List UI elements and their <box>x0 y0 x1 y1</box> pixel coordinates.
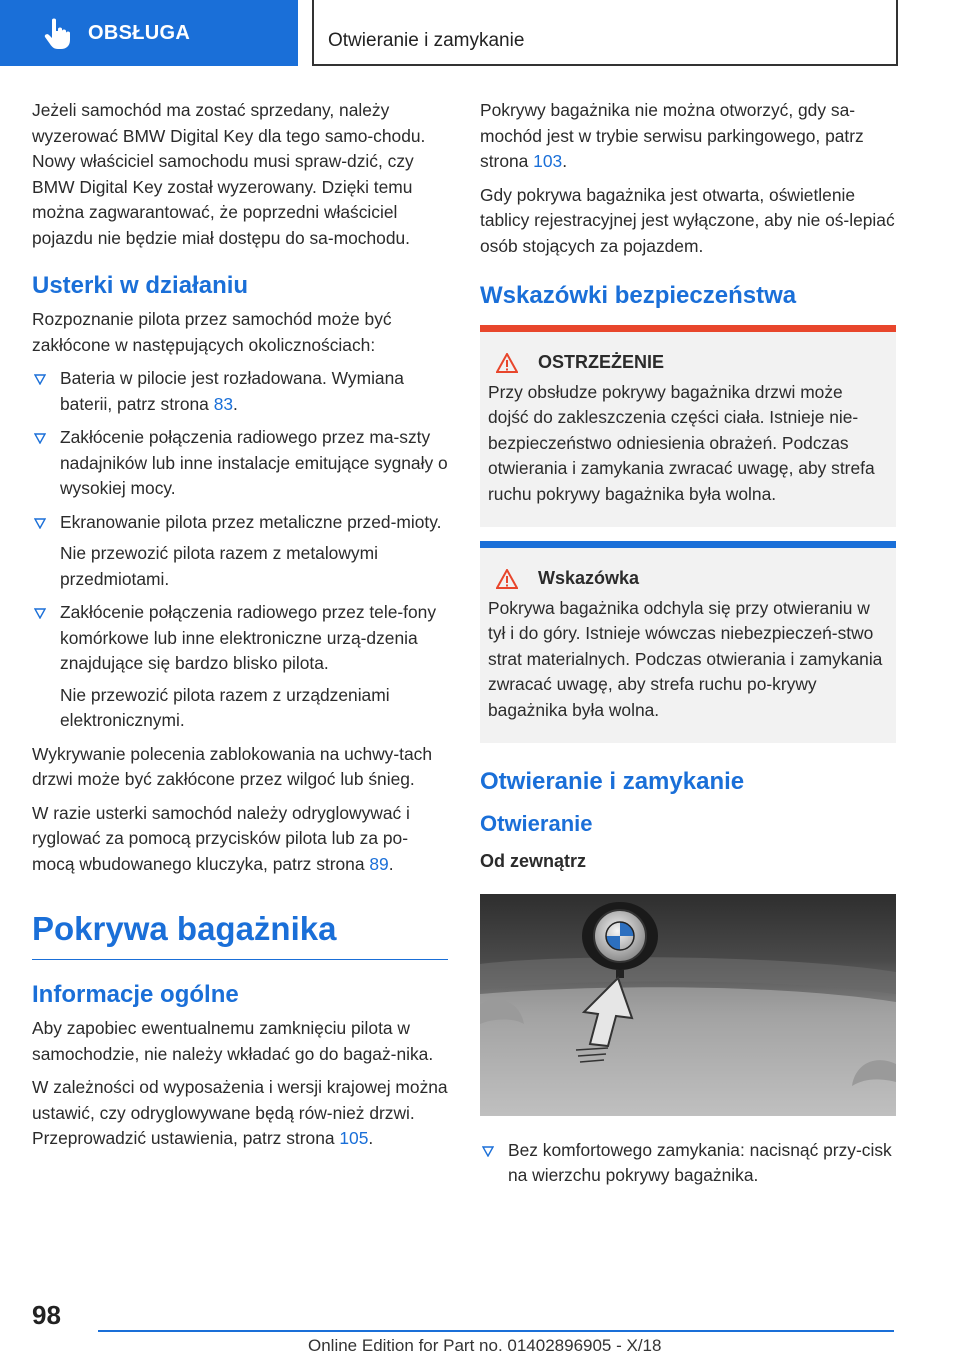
hint-box <box>480 541 896 743</box>
fault-text: W razie usterki samochód należy odryglowywać i ryglować za pomocą przycisków pilota lub za po-mocą wbudowanego kluczyka, patrz strona <box>32 802 410 874</box>
list-item <box>480 1138 896 1189</box>
heading-general-info: Informacje ogólne <box>32 981 239 1008</box>
list-item-subtext: Nie przewozić pilota razem z urządzeniami elektronicznymi. <box>60 684 390 730</box>
heading-malfunction: Usterki w działaniu <box>32 272 249 299</box>
intro-paragraph: Jeżeli samochód ma zostać sprzedany, należy wyzerować BMW Digital Key dla tego samo-chodu. Nowy właściciel samochodu musi spraw-dzić, czy BMW Digital Key został wyzerowany. Dzięki temu można zagwarantować, że poprzedni właściciel pojazdu nie będzie miał dostępu do sa-mochodu. <box>32 100 426 248</box>
list-item <box>32 366 448 417</box>
general-paragraph-2 <box>32 1075 448 1152</box>
section-tab[interactable] <box>0 0 298 66</box>
general-text: W zależności od wyposażenia i wersji krajowej można ustawić, czy odryglowywane będą rów-nież drzwi. Przeprowadzić ustawienia, patrz strona <box>32 1077 448 1148</box>
malfunction-list <box>32 366 448 734</box>
page-link[interactable]: 89 <box>369 853 389 874</box>
punctuation: . <box>388 853 394 874</box>
left-column <box>32 98 448 1160</box>
lock-paragraph: Wykrywanie polecenia zablokowania na uchwy-tach drzwi może być zakłócone przez wilgoć lub śnieg. <box>32 743 433 789</box>
triangle-bullet-icon <box>34 608 46 619</box>
footer-divider <box>98 1330 894 1332</box>
hint-heading <box>488 566 888 592</box>
triangle-bullet-icon <box>34 518 46 529</box>
hint-text: Pokrywa bagażnika odchyla się przy otwieraniu w tył i do góry. Istnieje wówczas niebezpieczeń-stwo strat materialnych. Podczas otwierania i zamykania zwracać uwagę, aby strefa ruchu po-krywy bagażnika była wolna. <box>488 597 883 720</box>
list-item-text: Zakłócenie połączenia radiowego przez tele-fony komórkowe lub inne elektroniczne urzą-dzenia znajdujące się bardzo blisko pilota. <box>60 602 437 673</box>
list-item-subtext: Nie przewozić pilota razem z metalowymi przedmiotami. <box>60 543 378 589</box>
heading-from-outside: Od zewnątrz <box>480 850 587 871</box>
section-tab-label: OBSŁUGA <box>88 21 191 44</box>
punctuation: . <box>562 151 568 171</box>
list-item <box>32 510 448 593</box>
trunk-button-photo <box>480 894 896 1116</box>
malfunction-intro: Rozpoznanie pilota przez samochód może być zakłócone w następujących okolicznościach: <box>32 309 392 355</box>
chapter-title-box <box>312 0 898 66</box>
general-paragraph-1: Aby zapobiec ewentualnemu zamknięciu pilota w samochodzie, nie należy wkładać go do bagaż-nika. <box>32 1018 434 1064</box>
list-item-text: Bateria w pilocie jest rozładowana. Wymiana baterii, patrz strona <box>60 368 404 414</box>
list-item <box>32 600 448 734</box>
heading-opening: Otwieranie <box>480 811 593 836</box>
warning-triangle-icon <box>496 569 518 589</box>
punctuation: . <box>233 393 238 414</box>
warning-box <box>480 325 896 527</box>
list-item-text: Ekranowanie pilota przez metaliczne przed-mioty. <box>60 511 442 532</box>
page-link[interactable]: 103 <box>533 151 563 171</box>
right-column <box>480 98 896 1197</box>
license-light-paragraph: Gdy pokrywa bagażnika jest otwarta, oświetlenie tablicy rejestracyjnej jest wyłączone, aby nie oś-lepiać osób stojących za pojazdem. <box>480 184 895 256</box>
fault-paragraph <box>32 801 448 878</box>
list-item <box>32 425 448 502</box>
chapter-title: Otwieranie i zamykanie <box>328 30 525 51</box>
heading-safety: Wskazówki bezpieczeństwa <box>480 282 797 309</box>
triangle-bullet-icon <box>34 374 46 385</box>
triangle-bullet-icon <box>482 1146 494 1157</box>
parking-text: Pokrywy bagażnika nie można otworzyć, gdy sa-mochód jest w trybie serwisu parkingowego, patrz strona <box>480 100 864 171</box>
hand-pointer-icon <box>40 16 74 50</box>
warning-title: OSTRZEŻENIE <box>538 352 665 372</box>
page-link[interactable]: 83 <box>213 393 234 414</box>
list-item-text: Bez komfortowego zamykania: nacisnąć przy-cisk na wierzchu pokrywy bagażnika. <box>508 1139 892 1185</box>
warning-text: Przy obsłudze pokrywy bagażnika drzwi może dojść do zakleszczenia części ciała. Istnieje nie-bezpieczeństwo odniesienia obrażeń. Podczas otwierania i zamykania zwracać uwagę, aby strefa ruchu pokrywy bagażnika była wolna. <box>488 381 875 504</box>
punctuation: . <box>368 1128 374 1148</box>
parking-mode-paragraph <box>480 98 896 175</box>
page-link[interactable]: 105 <box>339 1128 369 1148</box>
list-item-text: Zakłócenie połączenia radiowego przez ma-szty nadajników lub inne instalacje emitujące sygnały o wysokiej mocy. <box>60 427 448 498</box>
warning-triangle-icon <box>496 353 518 373</box>
hint-bar <box>480 541 896 548</box>
outside-list <box>480 1138 896 1189</box>
footer-edition: Online Edition for Part no. 01402896905 - X/18 <box>308 1336 662 1355</box>
hint-title: Wskazówka <box>538 568 640 588</box>
warning-heading <box>488 350 888 376</box>
heading-trunk-lid: Pokrywa bagażnika <box>32 907 448 960</box>
heading-open-close: Otwieranie i zamykanie <box>480 768 745 795</box>
warning-bar <box>480 325 896 332</box>
triangle-bullet-icon <box>34 433 46 444</box>
page-number: 98 <box>32 1300 61 1330</box>
